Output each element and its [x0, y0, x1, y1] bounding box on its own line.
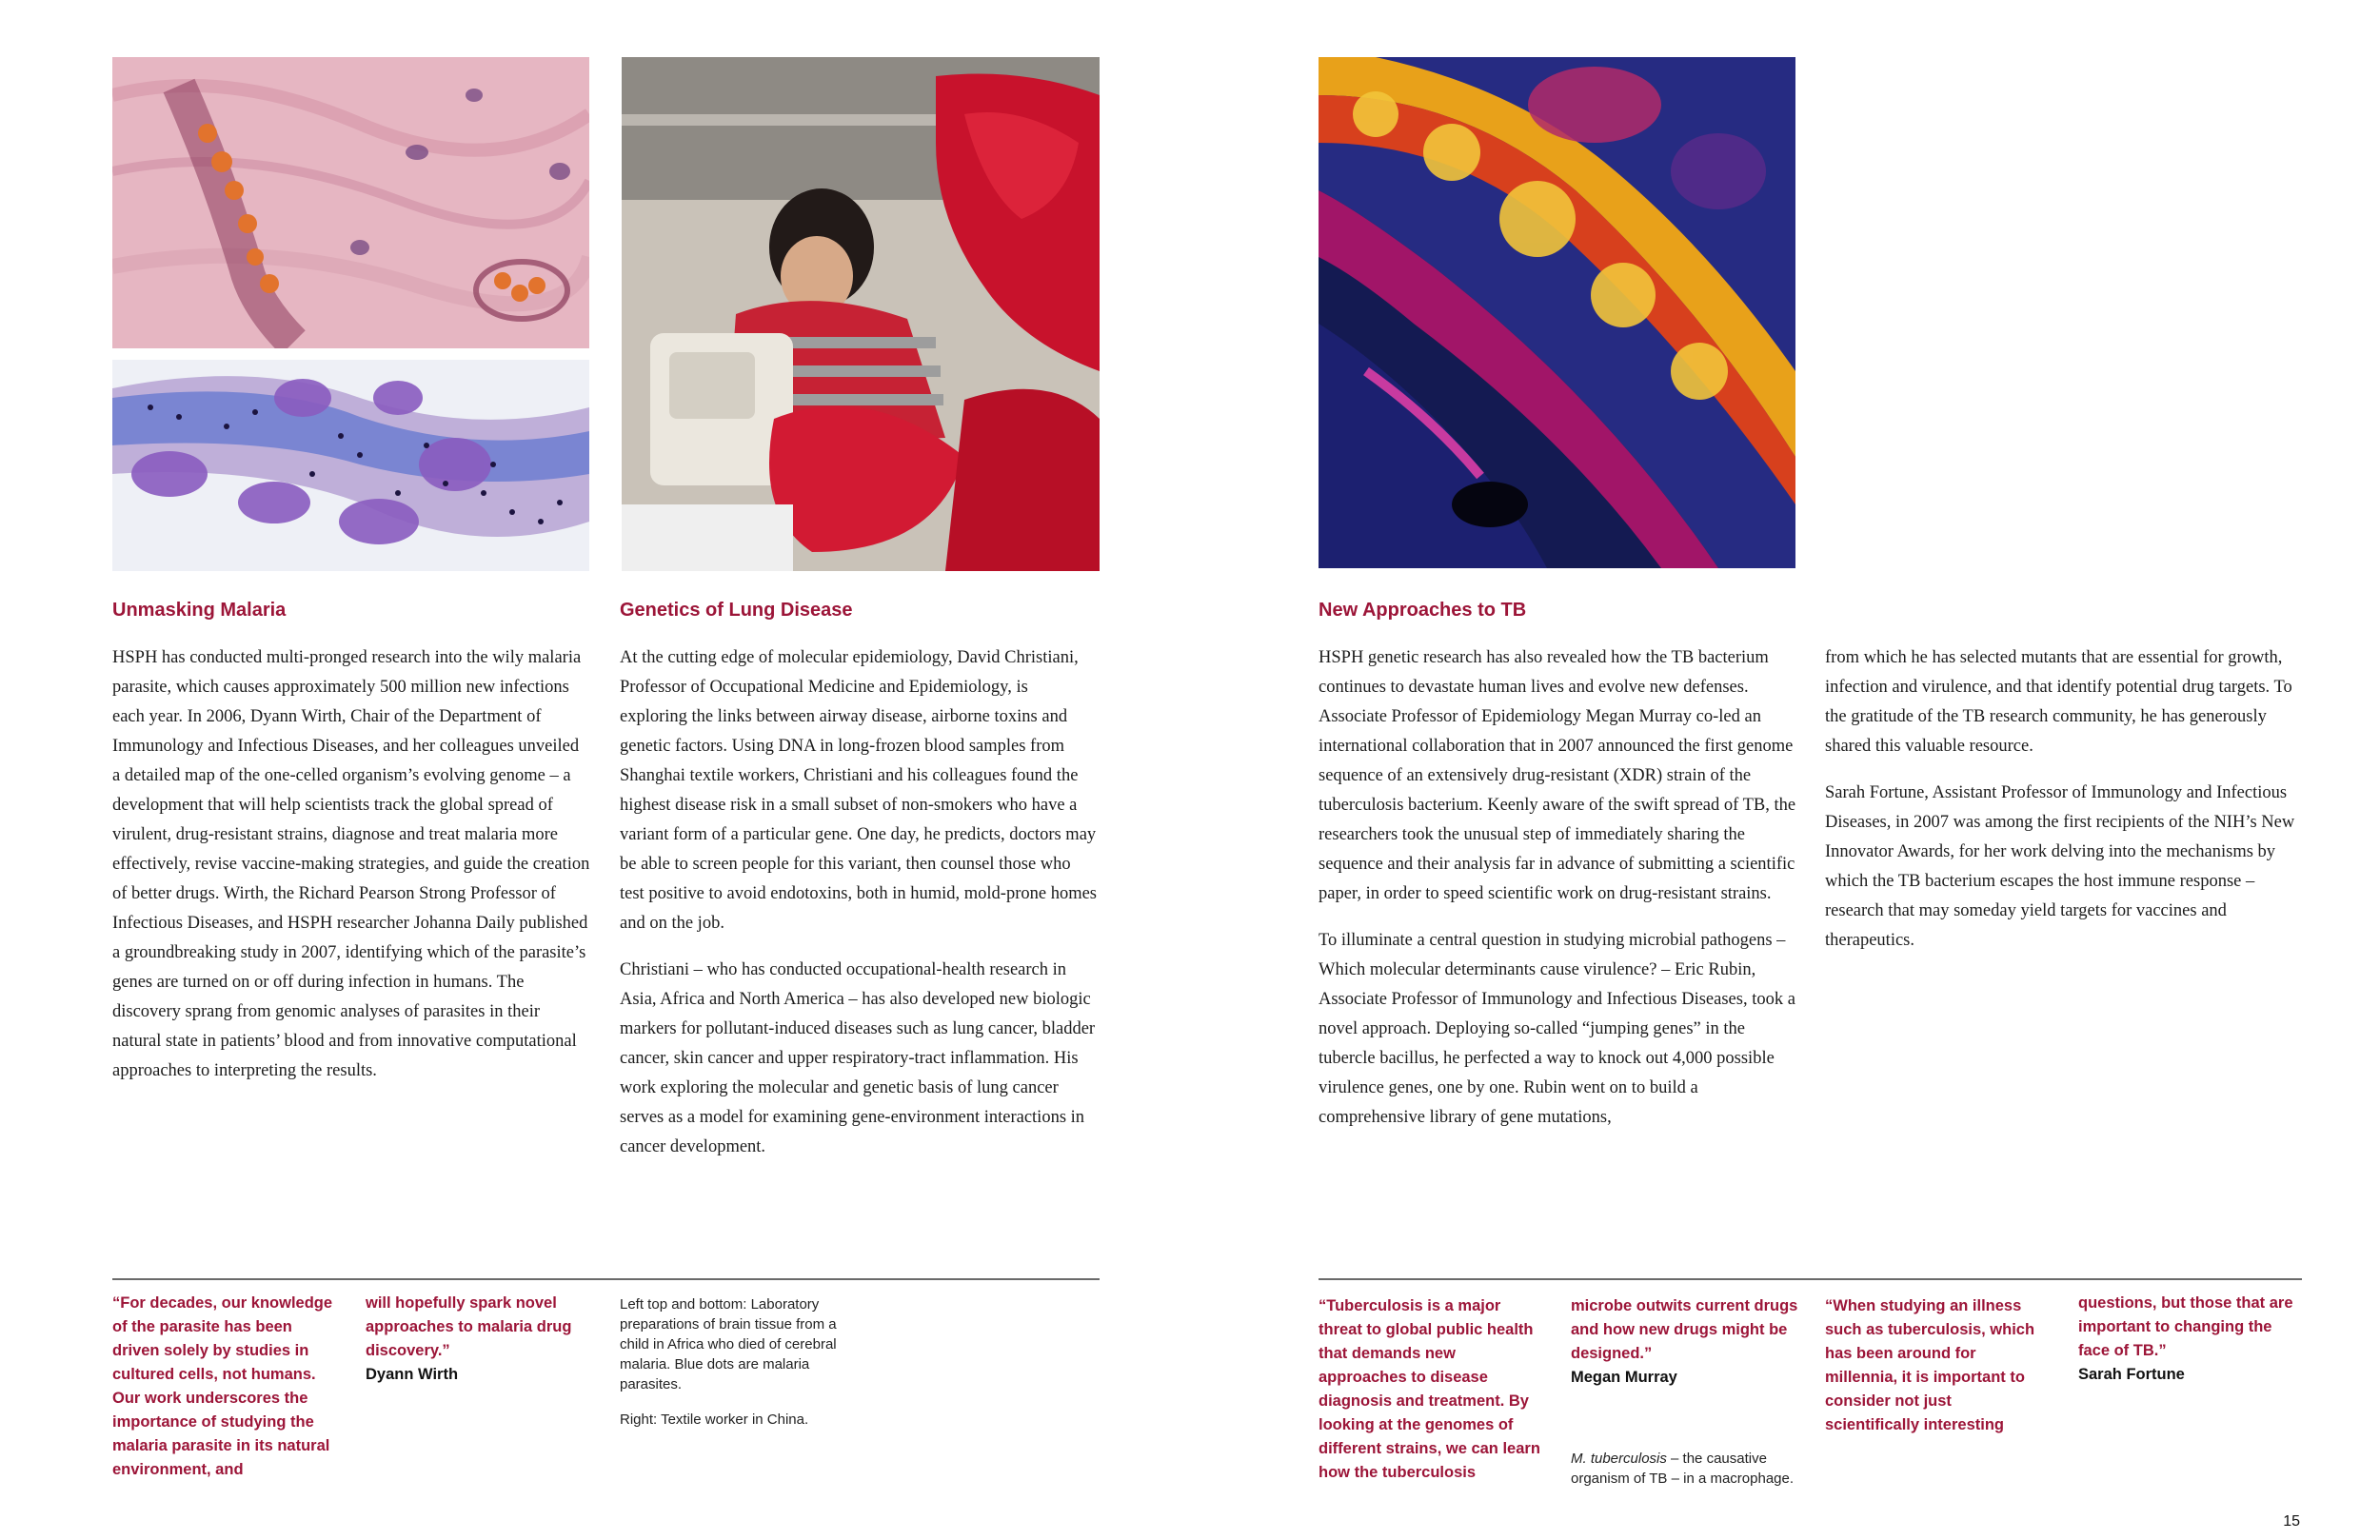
tb-paragraph-4: Sarah Fortune, Assistant Professor of Immunology and Infectious Diseases, in 2007 was among the first recipients of the NIH’s New Innovator Awards, for her work delving into the mechanisms by which the TB bacterium escapes the host immune response – research that may someday yield targets for vaccines and therapeutics.	[1825, 783, 2295, 950]
murray-attribution: Megan Murray	[1571, 1369, 1677, 1386]
lung-disease-heading: Genetics of Lung Disease	[620, 600, 853, 621]
page-number: 15	[2283, 1513, 2300, 1530]
malaria-body	[112, 643, 590, 1103]
tb-paragraph-3: from which he has selected mutants that are essential for growth, infection and virulence, and that identify potential drug targets. To the gratitude of the TB research community, he has generously shared this valuable resource.	[1825, 648, 2292, 756]
fortune-quote-part1: “When studying an illness such as tuberculosis, which has been around for millennia, it is important to consider not just scientifically interesting	[1825, 1297, 2035, 1433]
murray-quote-part1: “Tuberculosis is a major threat to global public health that demands new approaches to disease diagnosis and treatment. By looking at the genomes of different strains, we can learn how the tuberculosis	[1319, 1297, 1540, 1481]
fortune-quote-part2: questions, but those that are important to changing the face of TB.” Sarah Fortune	[2078, 1292, 2307, 1387]
tb-caption-organism: M. tuberculosis	[1571, 1451, 1667, 1467]
tb-micrograph-image	[1319, 57, 1795, 568]
brain-tissue-bottom-image	[112, 360, 589, 571]
wirth-attribution: Dyann Wirth	[366, 1366, 459, 1383]
tb-caption-text: – the causative organism of TB – in a macrophage.	[1571, 1451, 1795, 1487]
lung-paragraph-2: Christiani – who has conducted occupational-health research in Asia, Africa and North America – has also developed new biologic markers for pollutant-induced diseases such as lung cancer, bladder cancer, skin cancer and upper respiratory-tract inflammation. His work exploring the molecular and genetic basis of lung cancer serves as a model for examining gene-environment interactions in cancer development.	[620, 960, 1096, 1156]
malaria-paragraph: HSPH has conducted multi-pronged research into the wily malaria parasite, which causes approximately 500 million new infections each year. In 2006, Dyann Wirth, Chair of the Department of Immunology and Infectious Diseases, and her colleagues unveiled a detailed map of the one-celled organism’s evolving genome – a development that will help scientists track the global spread of virulent, drug-resistant strains, diagnose and treat malaria more effectively, revise vaccine-making strategies, and guide the creation of better drugs. Wirth, the Richard Pearson Strong Professor of Infectious Diseases, and HSPH researcher Johanna Daily published a groundbreaking study in 2007, identifying which of the parasite’s genes are turned on or off during infection in humans. The discovery sprang from genomic analyses of parasites in their natural state in patients’ blood and from innovative computational approaches to interpreting the results.	[112, 648, 590, 1080]
tb-body-column-2	[1825, 643, 2301, 973]
textile-worker-photo	[622, 57, 1100, 571]
brain-tissue-top-image	[112, 57, 589, 348]
wirth-quote-part2: will hopefully spark novel approaches to malaria drug discovery.” Dyann Wirth	[366, 1292, 594, 1387]
left-footer-rule	[112, 1278, 1100, 1280]
tb-caption	[1571, 1449, 1799, 1489]
tb-paragraph-2: To illuminate a central question in studying microbial pathogens – Which molecular determinants cause virulence? – Eric Rubin, Associate Professor of Immunology and Infectious Diseases, took a novel approach. Deploying so-called “jumping genes” in the tubercle bacillus, he perfected a way to knock out 4,000 possible virulence genes, one by one. Rubin went on to build a comprehensive library of gene mutations,	[1319, 931, 1795, 1127]
murray-quote-part2: microbe outwits current drugs and how new drugs might be designed.” Megan Murray	[1571, 1294, 1799, 1390]
malaria-heading: Unmasking Malaria	[112, 600, 287, 621]
tb-body-column-1	[1319, 643, 1796, 1150]
tb-paragraph-1: HSPH genetic research has also revealed how the TB bacterium continues to devastate human lives and evolve new defenses. Associate Professor of Epidemiology Megan Murray co-led an international collaboration that in 2007 announced the first genome sequence of an extensively drug-resistant (XDR) strain of the tuberculosis bacterium. Keenly aware of the swift spread of TB, the researchers took the unusual step of immediately sharing the sequence and their analysis far in advance of submitting a scientific paper, in order to speed scientific work on drug-resistant strains.	[1319, 648, 1796, 903]
lung-disease-body	[620, 643, 1098, 1179]
lung-paragraph-1: At the cutting edge of molecular epidemiology, David Christiani, Professor of Occupational Medicine and Epidemiology, is exploring the links between airway disease, airborne toxins and genetic factors. Using DNA in long-frozen blood samples from Shanghai textile workers, Christiani and his colleagues found the highest disease risk in a small subset of non-smokers who have a variant form of a particular gene. One day, he predicts, doctors may be able to screen people for this variant, then counsel those who test positive to avoid endotoxins, both in humid, mold-prone homes and on the job.	[620, 648, 1097, 933]
left-photo-caption	[620, 1294, 839, 1445]
tb-heading: New Approaches to TB	[1319, 600, 1527, 621]
wirth-quote-part1: “For decades, our knowledge of the parasite has been driven solely by studies in cultured cells, not humans. Our work underscores the importance of studying the malaria parasite in its natural environment, and	[112, 1294, 333, 1478]
caption-brain-tissue: Left top and bottom: Laboratory preparations of brain tissue from a child in Africa who died of cerebral malaria. Blue dots are malaria parasites.	[620, 1296, 837, 1392]
fortune-attribution: Sarah Fortune	[2078, 1366, 2185, 1383]
right-footer-rule	[1319, 1278, 2302, 1280]
caption-textile-worker: Right: Textile worker in China.	[620, 1412, 809, 1428]
